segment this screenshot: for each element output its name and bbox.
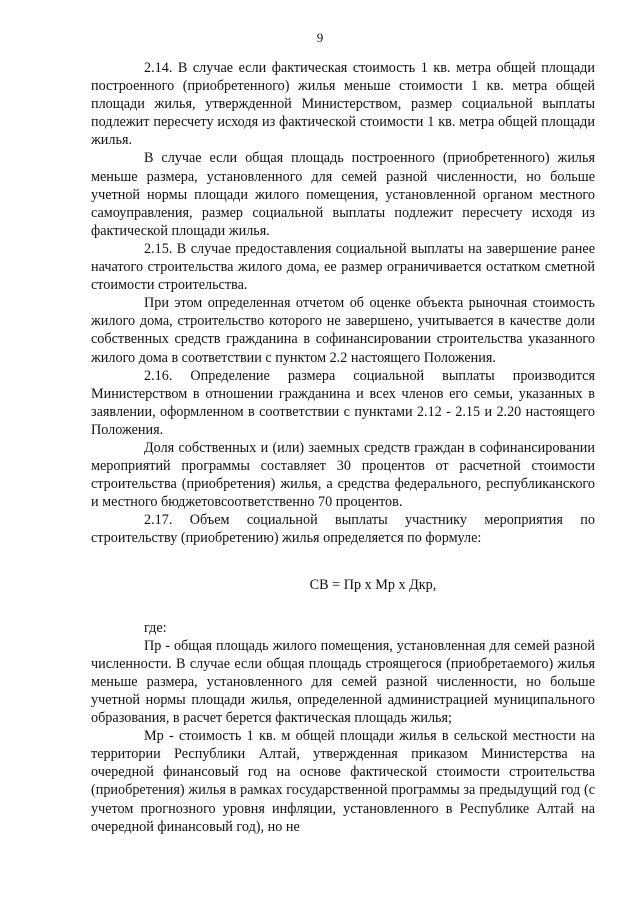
- paragraph-2-17: 2.17. Объем социальной выплаты участнику мероприятия по строительству (приобретению) жилья определяется по формуле:: [91, 512, 595, 547]
- document-body: [91, 59, 595, 836]
- paragraph-2-15: 2.15. В случае предоставления социальной выплаты на завершение ранее начатого строительства жилого дома, ее размер ограничивается остатком сметной стоимости строительства.: [91, 240, 595, 294]
- definition-pr: Пр - общая площадь жилого помещения, установленная для семей разной численности. В случае если общая площадь строящегося (приобретаемого) жилья меньше размера, установленного для семей разной численности, но больше учетной нормы площади жилья, определенной администрацией муниципального образования, в расчет берется фактическая площадь жилья;: [91, 637, 595, 727]
- paragraph-area-recalculation: В случае если общая площадь построенного (приобретенного) жилья меньше размера, установленного для семей разной численности, но больше учетной нормы площади жилого помещения, установленной органом местного самоуправления, размер социальной выплаты подлежит пересчету исходя из фактической площади жилья.: [91, 150, 595, 239]
- where-label: где:: [144, 619, 167, 636]
- formula: [91, 576, 595, 594]
- formula-text: СВ = Пр х Мр х Дкр,: [309, 576, 437, 593]
- page-number: 9: [316, 30, 324, 45]
- paragraph-cofinancing-share: Доля собственных и (или) заемных средств граждан в софинансировании мероприятий программы составляет 30 процентов от расчетной стоимости строительства (приобретения) жилья, а средства федерального, республиканского и местного бюджетовсоответственно 70 процентов.: [91, 439, 595, 511]
- paragraph-market-value: При этом определенная отчетом об оценке объекта рыночная стоимость жилого дома, строительство которого не завершено, учитывается в качестве доли собственных средств гражданина в софинансировании строительства указанного жилого дома в соответствии с пунктом 2.2 настоящего Положения.: [91, 295, 595, 366]
- paragraph-2-16: 2.16. Определение размера социальной выплаты производится Министерством в отношении гражданина и всех членов его семьи, указанных в заявлении, оформленном в соответствии с пунктами 2.12 - 2.15 и 2.20 настоящего Положения.: [91, 367, 595, 438]
- paragraph-2-14: 2.14. В случае если фактическая стоимость 1 кв. метра общей площади построенного (приобретенного) жилья меньше стоимости 1 кв. метра общей площади жилья, утвержденной Министерством, размер социальной выплаты подлежит пересчету исходя из фактической стоимости 1 кв. метра общей площади жилья.: [91, 60, 595, 149]
- definition-mr: Мр - стоимость 1 кв. м общей площади жилья в сельской местности на территории Республики Алтай, утвержденная приказом Министерства на очередной финансовый год на основе фактической стоимости строительства (приобретения) жилья в рамках государственной программы за предыдущий год (с учетом прогнозного уровня инфляции, установленного в Республике Алтай на очередной финансовый год), но не: [91, 728, 595, 835]
